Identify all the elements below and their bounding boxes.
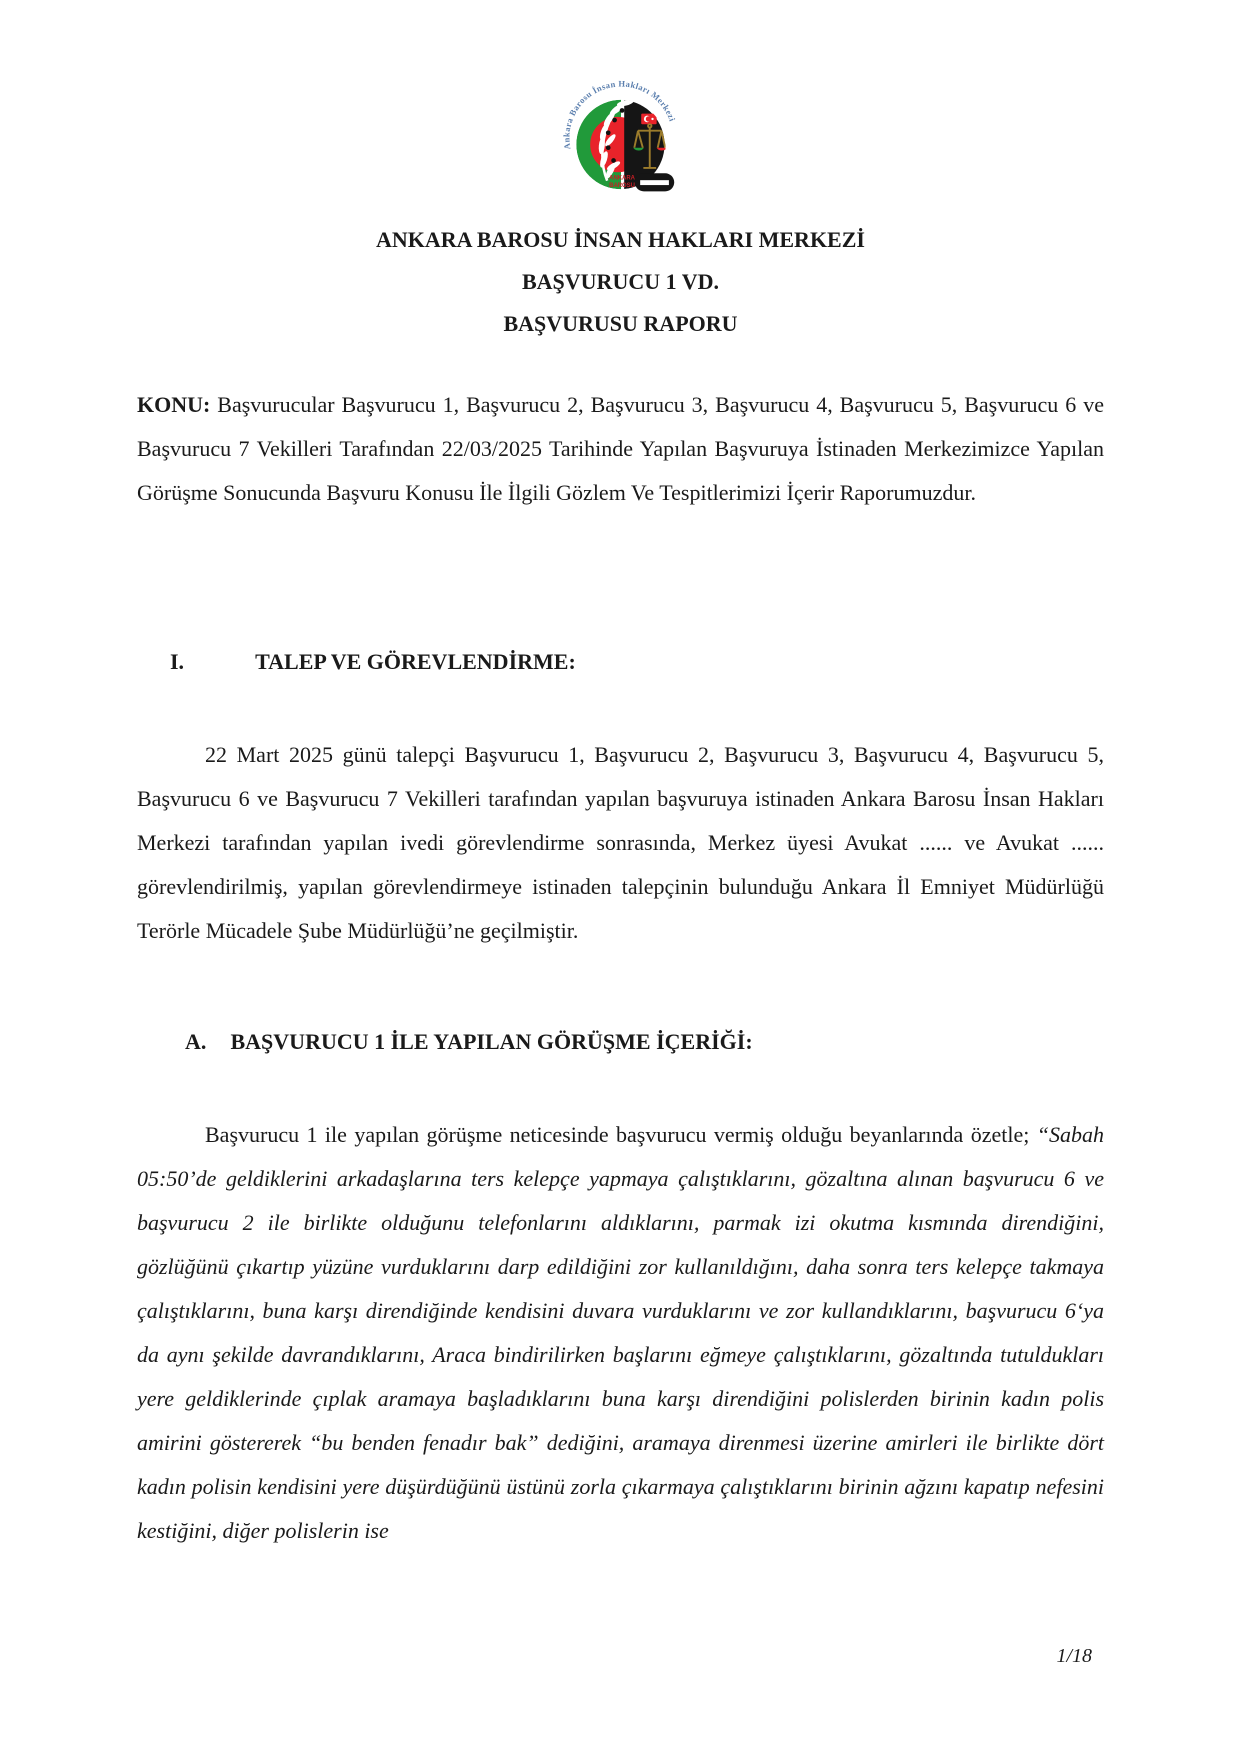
page-number: 1/18 (1056, 1645, 1092, 1667)
logo-bottom-text-1: ANKARA (608, 175, 635, 182)
section-number: I. (170, 649, 185, 674)
section-letter: A. (185, 1029, 207, 1054)
konu-label: KONU: (137, 392, 211, 417)
section-heading-talep (170, 648, 576, 676)
gorusme-paragraph (137, 1113, 1104, 1553)
gorusme-quote: “Sabah 05:50’de geldiklerini arkadaşlarına ters kelepçe yapmaya çalıştıklarını, gözaltına alınan başvurucu 6 ve başvurucu 2 ile birlikte olduğunu telefonlarını aldıklarını, parmak izi okutma kısmında direndiğini, gözlüğünü çıkartıp yüzüne vurduklarını darp edildiğini zor kullanıldığını, daha sonra ters kelepçe takmaya çalıştıklarını, buna karşı direndiğinde kendisini duvara vurduklarını ve zor kullandıklarını, başvurucu 6‘ya da aynı şekilde davrandıklarını, Araca bindirilirken başlarını eğmeye çalıştıklarını, gözaltında tutuldukları yere geldiklerinde çıplak aramaya başladıklarını buna karşı direndiğini polislerden birinin kadın polis amirini göstererek “bu benden fenadır bak” dediğini, aramaya direnmesi üzerine amirleri ile birlikte dört kadın polisin kendisini yere düşürdüğünü üstünü zorla çıkarmaya çalıştıklarını birinin ağzını kapatıp nefesini kestiğini, diğer polislerin ise (137, 1122, 1105, 1543)
logo-arc-text: Ankara Barosu İnsan Hakları Merkezi (560, 78, 678, 151)
turkish-flag-icon (641, 114, 656, 125)
logo-bottom-text-2: BAROSU (608, 183, 635, 190)
report-title (137, 219, 1104, 345)
title-line-3: BAŞVURUSU RAPORU (503, 311, 738, 336)
title-line-2: BAŞVURUCU 1 VD. (521, 269, 719, 294)
gorusme-intro: Başvurucu 1 ile yapılan görüşme neticesinde başvurucu vermiş olduğu beyanlarında özetle; (205, 1122, 1030, 1147)
section-heading-gorusme (185, 1028, 753, 1056)
section-heading-text: TALEP VE GÖREVLENDİRME: (255, 649, 576, 674)
konu-paragraph (137, 383, 1104, 515)
ankara-barosu-logo (556, 70, 686, 202)
section-heading-text: BAŞVURUCU 1 İLE YAPILAN GÖRÜŞME İÇERİĞİ: (230, 1029, 753, 1054)
konu-text: Başvurucular Başvurucu 1, Başvurucu 2, Başvurucu 3, Başvurucu 4, Başvurucu 5, Başvurucu 6 ve Başvurucu 7 Vekilleri Tarafından 22/03/2025 Tarihinde Yapılan Başvuruya İstinaden Merkezimizce Yapılan Görüşme Sonucunda Başvuru Konusu İle İlgili Gözlem Ve Tespitlerimizi İçerir Raporumuzdur. (137, 392, 1104, 505)
talep-paragraph: 22 Mart 2025 günü talepçi Başvurucu 1, Başvurucu 2, Başvurucu 3, Başvurucu 4, Başvurucu 5, Başvurucu 6 ve Başvurucu 7 Vekilleri tarafından yapılan başvuruya istinaden Ankara Barosu İnsan Hakları Merkezi tarafından yapılan ivedi görevlendirme sonrasında, Merkez üyesi Avukat ...... ve Avukat ...... görevlendirilmiş, yapılan görevlendirmeye istinaden talepçinin bulunduğu Ankara İl Emniyet Müdürlüğü Terörle Mücadele Şube Müdürlüğü’ne geçilmiştir. (137, 742, 1104, 943)
title-line-1: ANKARA BAROSU İNSAN HAKLARI MERKEZİ (376, 227, 865, 252)
book-icon (634, 173, 673, 191)
ankara-barosu-logo-icon (556, 70, 686, 202)
